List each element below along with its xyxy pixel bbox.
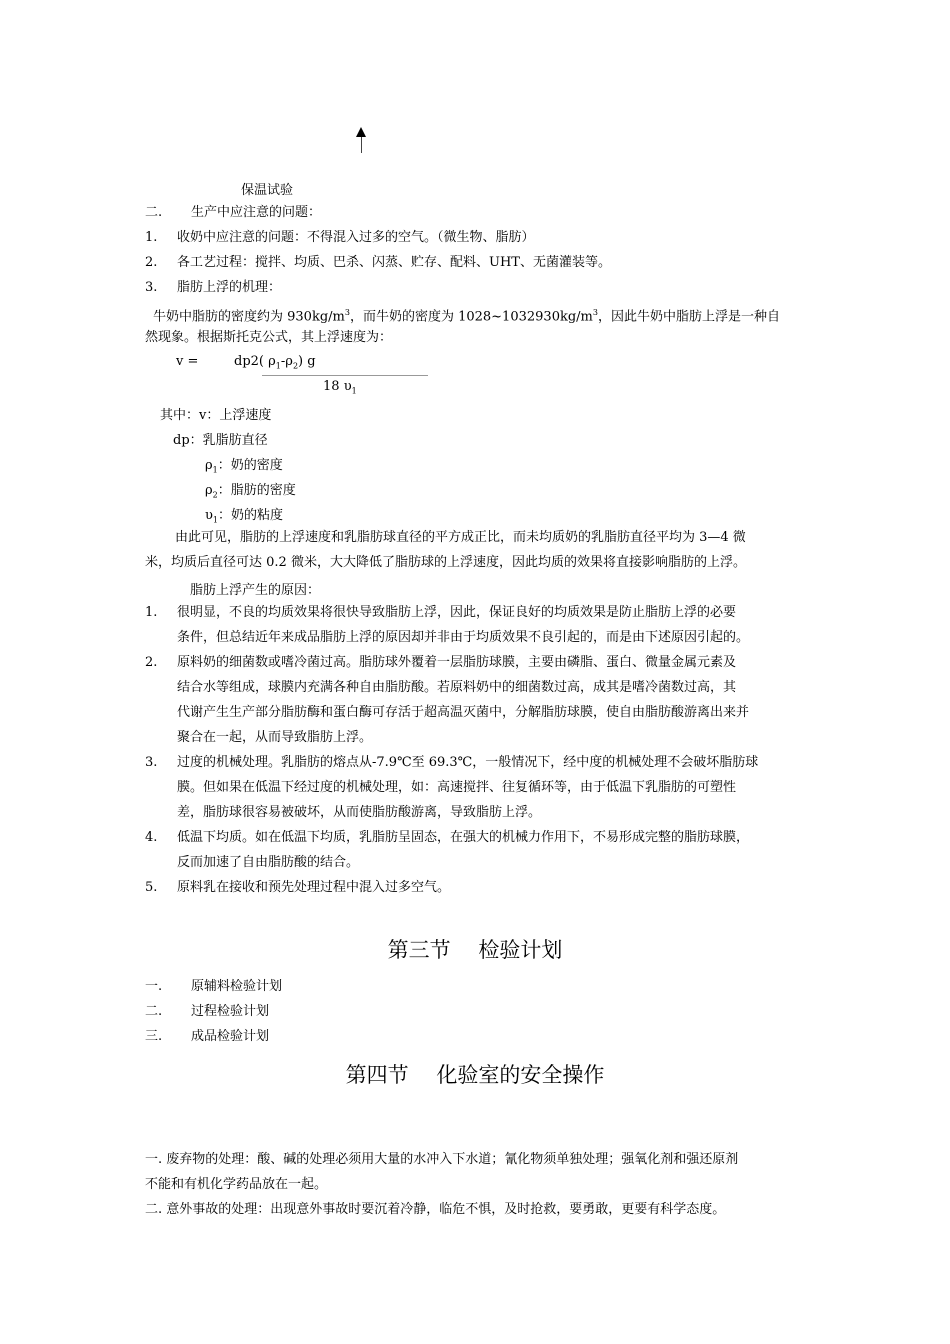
- item-number: 3.: [145, 755, 158, 770]
- item-number: 1.: [145, 230, 158, 245]
- conclusion-line2: 米，均质后直径可达 0.2 微米，大大降低了脂肪球的上浮速度，因此均质的效果将直接影响脂肪的上浮。: [145, 555, 746, 570]
- cause-item-2-cont: 结合水等组成，球膜内充满各种自由脂肪酸。若原料奶中的细菌数过高，成其是嗜冷菌数过高，其: [177, 680, 737, 695]
- item-number: 三.: [145, 1029, 163, 1044]
- subscript: 1: [212, 515, 218, 525]
- section2-marker: 二.: [145, 205, 163, 220]
- item-number: 二.: [145, 1004, 163, 1019]
- density-text: ，因此牛奶中脂肪上浮是一种自: [597, 309, 780, 325]
- item-number: 3.: [145, 280, 158, 295]
- rho-symbol: ρ: [268, 354, 276, 369]
- density-paragraph-line1: [153, 304, 780, 326]
- density-paragraph-line2: 然现象。根据斯托克公式，其上浮速度为：: [145, 330, 393, 345]
- item-text: 各工艺过程：搅拌、均质、巴杀、闪蒸、贮存、配料、UHT、无菌灌装等。: [177, 255, 611, 270]
- cause-item-3: [145, 754, 758, 772]
- where-text: ：脂肪的密度: [217, 483, 296, 498]
- cause-item-4: [145, 829, 749, 847]
- item-text: 过度的机械处理。乳脂肪的熔点从-7.9℃至 69.3℃，一般情况下，经中度的机械处理不会破坏脂肪球: [177, 755, 759, 770]
- where-text: ：奶的粘度: [218, 508, 284, 523]
- cause-item-3-cont: 膜。但如果在低温下经过度的机械处理，如：高速搅拌、往复循环等，由于低温下乳脂肪的可塑性: [177, 780, 737, 795]
- section2-item-2: [145, 254, 611, 272]
- item-number: 2.: [145, 255, 158, 270]
- cause-item-2-cont: 聚合在一起，从而导致脂肪上浮。: [177, 730, 373, 745]
- where-dp: dp：乳脂肪直径: [173, 433, 268, 448]
- up-arrow-icon: [356, 127, 366, 137]
- formula-denominator: [323, 379, 357, 396]
- subscript: 1: [351, 386, 357, 396]
- section4-para2: 二. 意外事故的处理：出现意外事故时要沉着冷静，临危不惧，及时抢救，要勇敢，更要有科学态度。: [145, 1202, 726, 1217]
- cause-item-2: [145, 654, 736, 672]
- minus-sign: -: [280, 354, 286, 369]
- rho-symbol: ρ: [205, 458, 213, 473]
- cause-item-5: [145, 879, 450, 897]
- formula-lhs: v =: [176, 354, 199, 369]
- item-text: 原料乳在接收和预先处理过程中混入过多空气。: [177, 880, 451, 895]
- item-text: 脂肪上浮的机理：: [177, 280, 282, 295]
- superscript: 3: [344, 308, 350, 317]
- section4-para1-line2: 不能和有机化学药品放在一起。: [145, 1177, 328, 1192]
- cause-item-2-cont: 代谢产生生产部分脂肪酶和蛋白酶可存活于超高温灭菌中，分解脂肪球膜，使自由脂肪酸游离出来并: [177, 705, 750, 720]
- cause-item-1-cont: 条件，但总结近年来成品脂肪上浮的原因却并非由于均质效果不良引起的，而是由下述原因引起的。: [177, 630, 750, 645]
- section3-item-3: [145, 1028, 269, 1046]
- section3-item-2: [145, 1003, 269, 1021]
- subscript: 2: [212, 490, 218, 500]
- item-text: 收奶中应注意的问题：不得混入过多的空气。（微生物、脂肪）: [177, 230, 535, 245]
- formula-text: 18: [323, 379, 340, 394]
- causes-title: 脂肪上浮产生的原因：: [190, 583, 321, 598]
- item-text: 原料奶的细菌数或嗜冷菌过高。脂肪球外覆着一层脂肪球膜，主要由磷脂、蛋白、微量金属元素及: [177, 655, 737, 670]
- cause-item-1: [145, 604, 736, 622]
- where-intro: 其中：v：上浮速度: [160, 408, 272, 423]
- item-text: 低温下均质。如在低温下均质，乳脂肪呈固态，在强大的机械力作用下，不易形成完整的脂肪球膜，: [177, 830, 750, 845]
- where-u1: [205, 504, 283, 525]
- item-number: 5.: [145, 880, 158, 895]
- section3-item-1: [145, 978, 282, 996]
- item-number: 1.: [145, 605, 158, 620]
- superscript: 3: [592, 308, 598, 317]
- section4-heading: 第四节 化验室的安全操作: [345, 1063, 605, 1087]
- upsilon-symbol: υ: [343, 379, 352, 394]
- upsilon-symbol: υ: [205, 508, 213, 523]
- top-caption: 保温试验: [241, 183, 294, 198]
- cause-item-3-cont: 差，脂肪球很容易被破坏，从而使脂肪酸游离，导致脂肪上浮。: [177, 805, 542, 820]
- rho-symbol: ρ: [205, 483, 213, 498]
- item-text: 很明显，不良的均质效果将很快导致脂肪上浮，因此，保证良好的均质效果是防止脂肪上浮的必要: [177, 605, 737, 620]
- section2-item-3: [145, 279, 281, 297]
- cause-item-4-cont: 反而加速了自由脂肪酸的结合。: [177, 855, 360, 870]
- rho-symbol: ρ: [285, 354, 293, 369]
- item-number: 一.: [145, 979, 163, 994]
- section2-item-1: [145, 229, 535, 247]
- formula-text: ) g: [298, 354, 316, 369]
- where-text: ：奶的密度: [217, 458, 283, 473]
- density-text: 牛奶中脂肪的密度约为 930kg/m: [153, 309, 345, 325]
- where-rho2: [205, 479, 296, 500]
- fraction-bar: [262, 375, 428, 376]
- item-text: 原辅料检验计划: [191, 979, 283, 994]
- item-text: 过程检验计划: [191, 1004, 270, 1019]
- where-rho1: [205, 454, 283, 475]
- subscript: 2: [292, 361, 299, 371]
- section3-heading: 第三节 检验计划: [387, 938, 563, 962]
- item-number: 2.: [145, 655, 158, 670]
- item-number: 4.: [145, 830, 158, 845]
- subscript: 1: [212, 465, 218, 475]
- density-text: ，而牛奶的密度为 1028~1032930kg/m: [349, 309, 593, 325]
- section4-para1-line1: 一. 废弃物的处理：酸、碱的处理必须用大量的水冲入下水道；氰化物须单独处理；强氧化剂和强还原剂: [145, 1152, 739, 1167]
- conclusion-line1: 由此可见，脂肪的上浮速度和乳脂肪球直径的平方成正比，而未均质奶的乳脂肪直径平均为 3—4 微: [175, 530, 746, 545]
- subscript: 1: [275, 361, 281, 371]
- item-text: 成品检验计划: [191, 1029, 270, 1044]
- arrow-stem: [361, 137, 362, 153]
- formula-numerator: [234, 354, 316, 371]
- section2-title-line: [145, 204, 321, 222]
- formula-text: dp2(: [234, 354, 264, 369]
- section2-title: 生产中应注意的问题：: [191, 205, 322, 220]
